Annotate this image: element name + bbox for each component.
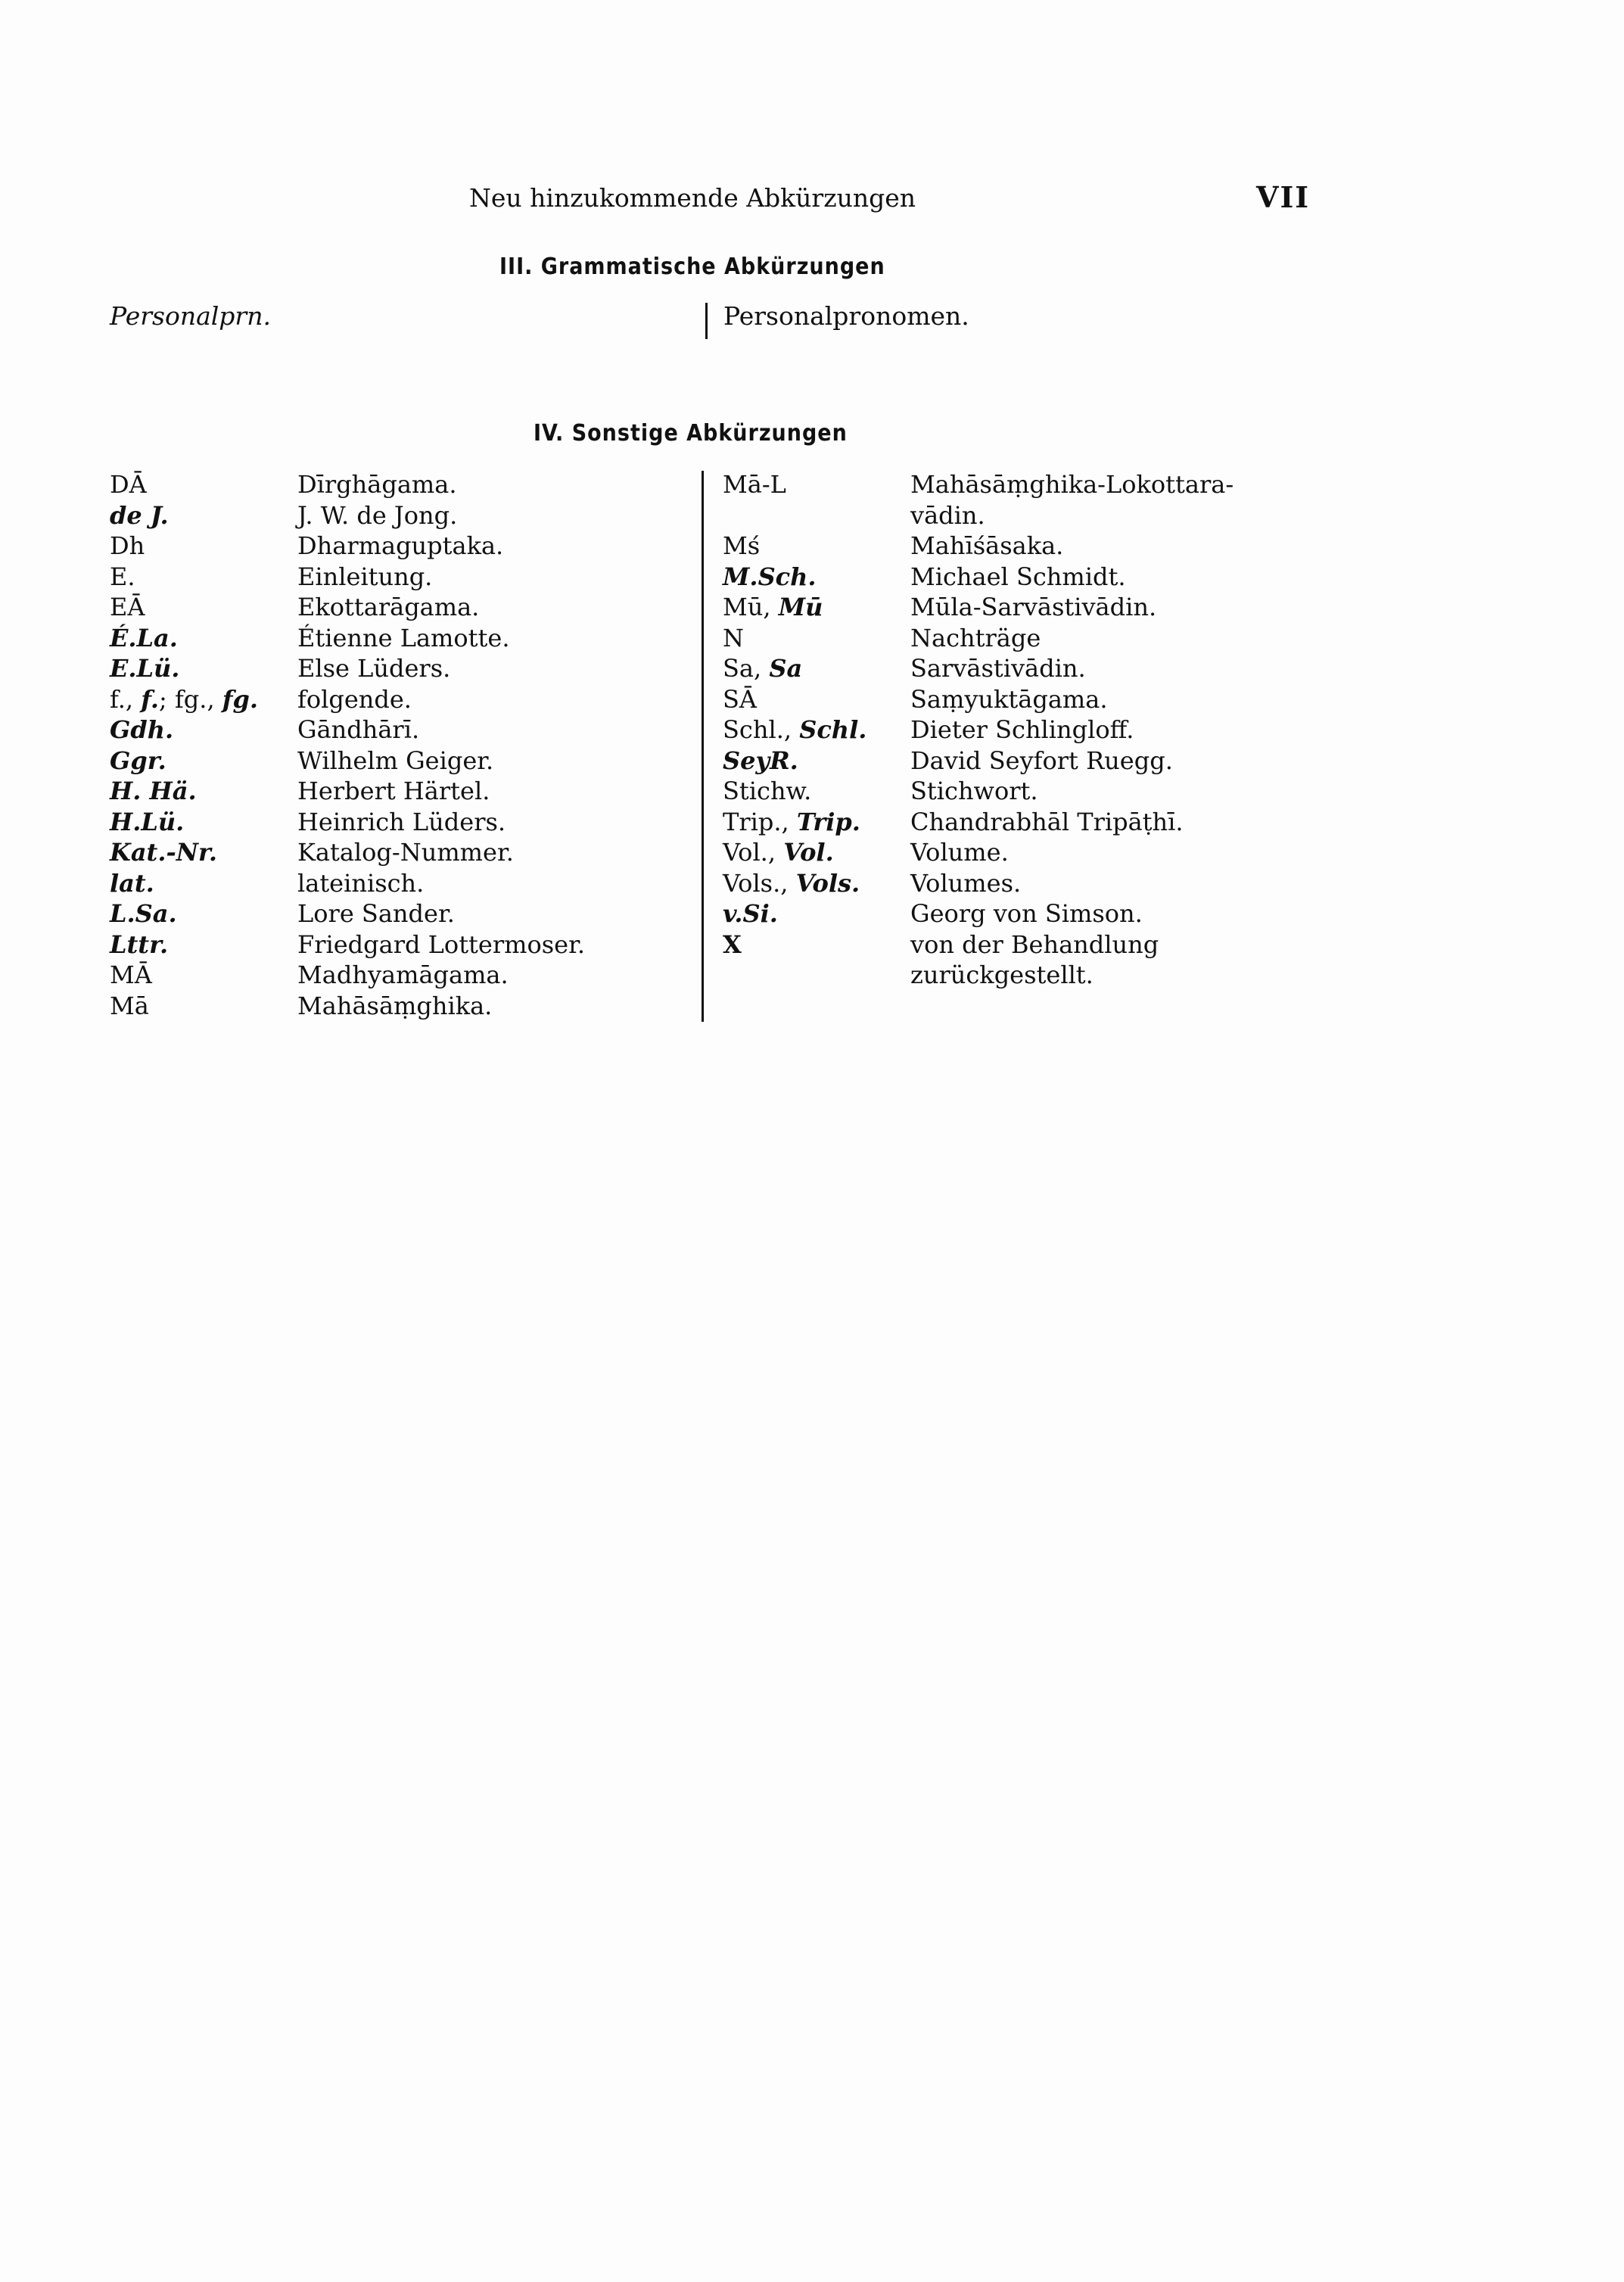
meaning: zurückgestellt.	[910, 960, 1094, 989]
meaning: Heinrich Lüders.	[297, 807, 506, 836]
meaning: Dīrghāgama.	[297, 470, 457, 499]
abbreviation: H.Lü.	[110, 807, 185, 836]
abbreviation	[723, 653, 866, 684]
abbreviation-part: Vol.	[783, 838, 834, 867]
abbreviation: MĀ	[110, 960, 152, 989]
abbreviation	[723, 960, 866, 991]
abbreviation: Mā	[110, 991, 149, 1020]
meaning: Katalog-Nummer.	[297, 838, 514, 867]
abbreviation: É.La.	[110, 623, 178, 652]
meaning: Mahīśāsaka.	[910, 531, 1064, 560]
abbreviation: Stichw.	[723, 777, 812, 805]
abbreviation: Ggr.	[110, 746, 166, 775]
meaning: David Seyfort Ruegg.	[910, 746, 1173, 775]
meaning: Mūla-Sarvāstivādin.	[910, 593, 1157, 621]
abbreviation: Dh	[110, 531, 145, 560]
abbreviation: E.	[110, 562, 135, 591]
abbreviation: v.Si.	[723, 899, 778, 928]
grammar-meaning: Personalpronomen.	[723, 301, 969, 331]
abbreviation: M.Sch.	[723, 562, 817, 591]
abbreviation: Lttr.	[110, 929, 169, 959]
abbreviation	[723, 868, 866, 899]
abbreviation: lat.	[110, 868, 154, 898]
meaning: Stichwort.	[910, 777, 1038, 805]
abbreviation: DĀ	[110, 470, 147, 499]
abbreviation: SeyR.	[723, 746, 798, 775]
meaning: lateinisch.	[297, 868, 425, 898]
meaning: Michael Schmidt.	[910, 562, 1126, 591]
column-divider	[705, 303, 708, 339]
meaning: Georg von Simson.	[910, 899, 1143, 928]
abbreviation: EĀ	[110, 593, 145, 621]
abbreviation-part: Vols.	[795, 868, 860, 898]
abbreviation-part: Trip.,	[723, 807, 797, 836]
meaning: Nachträge	[910, 623, 1041, 652]
meaning: Wilhelm Geiger.	[297, 746, 494, 775]
abbreviation: SĀ	[723, 684, 758, 714]
abbreviation-part: Sa	[769, 654, 803, 683]
meaning: Einleitung.	[297, 562, 433, 591]
meaning: Friedgard Lottermoser.	[297, 929, 586, 959]
abbreviation	[723, 807, 866, 838]
abbreviation: Mā-L	[723, 470, 786, 499]
meaning: Étienne Lamotte.	[297, 623, 510, 652]
abbreviation: de J.	[110, 500, 169, 530]
meaning: J. W. de Jong.	[297, 500, 458, 530]
abbreviation: L.Sa.	[110, 899, 177, 928]
abbreviation: Gdh.	[110, 715, 174, 744]
grammar-abbreviation: Personalprn.	[110, 301, 271, 331]
abbreviation-part: f.	[141, 684, 159, 714]
abbreviation	[723, 714, 866, 746]
column-divider	[702, 471, 704, 1022]
meaning: Volume.	[910, 838, 1009, 867]
abbreviation-part: Vols.,	[723, 868, 796, 898]
abbreviation: H. Hä.	[110, 777, 197, 805]
left-meaning-column	[297, 469, 585, 1021]
abbreviation	[723, 500, 866, 531]
meaning: Chandrabhāl Tripāṭhī.	[910, 807, 1184, 836]
meaning: Herbert Härtel.	[297, 777, 490, 805]
abbreviation-part: Sa,	[723, 654, 770, 683]
section-4-heading: IV. Sonstige Abkürzungen	[534, 420, 848, 447]
meaning: Mahāsāṃghika-Lokottara-	[910, 470, 1234, 499]
meaning: Lore Sander.	[297, 899, 455, 928]
meaning: Saṃyuktāgama.	[910, 684, 1108, 714]
meaning: Mahāsāṃghika.	[297, 991, 493, 1020]
abbreviation	[110, 684, 258, 715]
abbreviation-part: Mū	[778, 593, 823, 621]
abbreviation-part: ; fg.,	[158, 684, 222, 714]
abbreviation-part: Mū,	[723, 593, 779, 621]
abbreviation-part: Schl.,	[723, 715, 800, 744]
abbreviation: X	[723, 929, 742, 959]
meaning: Dieter Schlingloff.	[910, 715, 1134, 744]
abbreviation-part: Schl.	[799, 715, 867, 744]
abbreviation: Kat.-Nr.	[110, 838, 218, 867]
abbreviation	[723, 592, 866, 623]
running-title: Neu hinzukommende Abkürzungen	[469, 183, 916, 213]
abbreviation-part: Trip.	[796, 807, 860, 836]
abbreviation: N	[723, 623, 744, 652]
meaning: Madhyamāgama.	[297, 960, 509, 989]
abbreviation-part: f.,	[110, 684, 142, 714]
page-number: VII	[1256, 180, 1311, 214]
right-abbreviation-column	[723, 469, 866, 991]
meaning: Volumes.	[910, 868, 1022, 898]
abbreviation-part: Vol.,	[723, 838, 784, 867]
meaning: Sarvāstivādin.	[910, 654, 1086, 683]
meaning: folgende.	[297, 684, 412, 714]
meaning: Ekottarāgama.	[297, 593, 480, 621]
meaning: Gāndhārī.	[297, 715, 420, 744]
meaning: Dharmaguptaka.	[297, 531, 504, 560]
right-meaning-column	[910, 469, 1234, 991]
abbreviation: Mś	[723, 531, 761, 560]
abbreviation: E.Lü.	[110, 654, 180, 683]
abbreviation	[723, 837, 866, 868]
meaning: von der Behandlung	[910, 929, 1159, 959]
meaning: Else Lüders.	[297, 654, 451, 683]
left-abbreviation-column	[110, 469, 258, 1021]
meaning: vādin.	[910, 500, 985, 530]
abbreviation-part: fg.	[222, 684, 259, 714]
section-3-heading: III. Grammatische Abkürzungen	[499, 254, 885, 280]
